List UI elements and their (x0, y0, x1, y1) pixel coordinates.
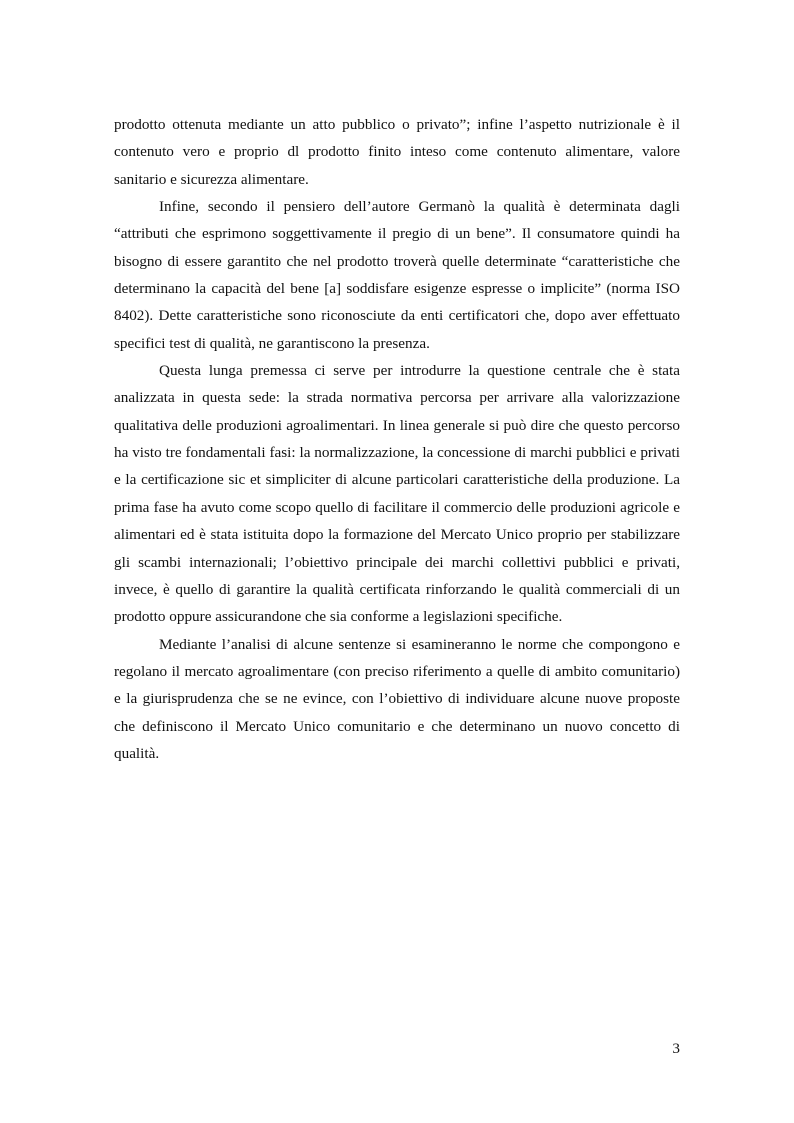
paragraph: Mediante l’analisi di alcune sentenze si esamineranno le norme che compongono e regolano il mercato agroalimentare (con preciso riferimento a quelle di ambito comunitario) e la giurisprudenza che se ne evince, con l’obiettivo di individuare alcune nuove proposte che definiscono il Mercato Unico comunitario e che determinano un nuovo concetto di qualità. (114, 635, 680, 762)
body-text (114, 111, 680, 767)
page-number: 3 (672, 1040, 680, 1057)
paragraph: Infine, secondo il pensiero dell’autore Germanò la qualità è determinata dagli “attributi che esprimono soggettivamente il pregio di un bene”. Il consumatore quindi ha bisogno di essere garantito che nel prodotto troverà quelle determinate “caratteristiche che determinano la capacità del bene [a] soddisfare esigenze espresse o implicite” (norma ISO 8402). Dette caratteristiche sono riconosciute da enti certificatori che, dopo aver effettuato specifici test di qualità, ne garantiscono la presenza. (114, 198, 680, 352)
paragraph-continued: prodotto ottenuta mediante un atto pubblico o privato”; infine l’aspetto nutrizionale è il contenuto vero e proprio dl prodotto finito inteso come contenuto alimentare, valore sanitario e sicurezza alimentare. (114, 116, 680, 188)
paragraph: Questa lunga premessa ci serve per introdurre la questione centrale che è stata analizzata in questa sede: la strada normativa percorsa per arrivare alla valorizzazione qualitativa delle produzioni agroalimentari. In linea generale si può dire che questo percorso ha visto tre fondamentali fasi: la normalizzazione, la concessione di marchi pubblici e privati e la certificazione sic et simpliciter di alcune particolari caratteristiche della produzione. La prima fase ha avuto come scopo quello di facilitare il commercio delle produzioni agricole e alimentari ed è stata istituita dopo la formazione del Mercato Unico proprio per stabilizzare gli scambi internazionali; l’obiettivo principale dei marchi collettivi pubblici e privati, invece, è quello di garantire la qualità certificata rinforzando le qualità commerciali di un prodotto oppure assicurandone che sia conforme a legislazioni specifiche. (114, 362, 680, 626)
